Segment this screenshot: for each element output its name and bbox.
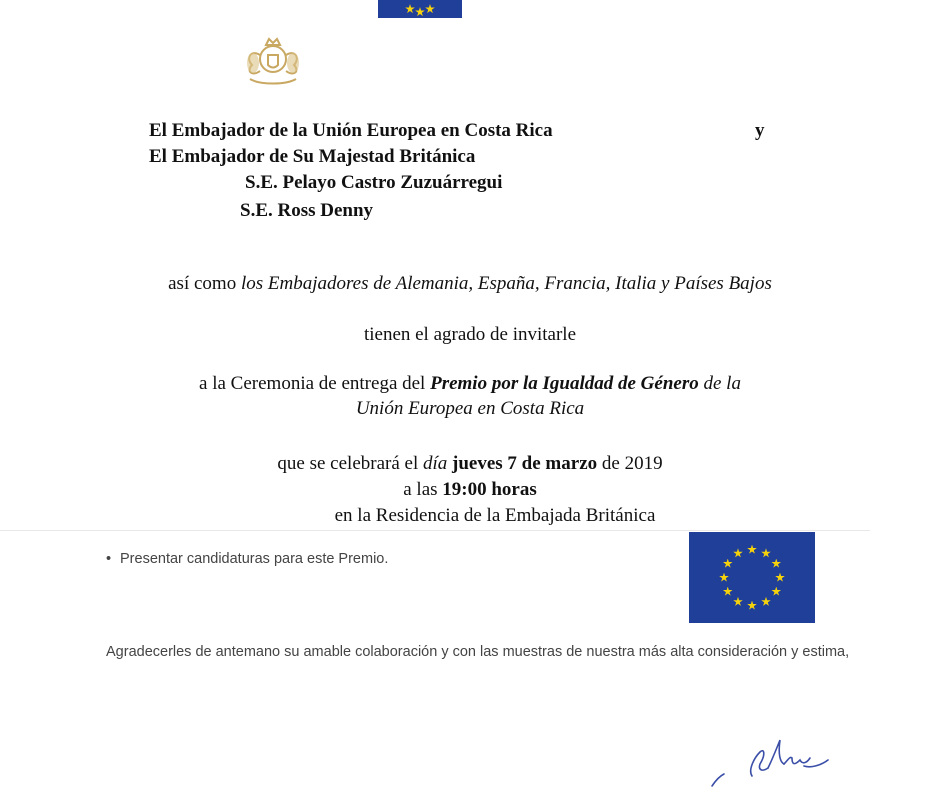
event-date <box>0 452 940 476</box>
ceremony-line-1 <box>0 372 940 396</box>
signature-icon <box>690 730 840 788</box>
royal-coat-of-arms-icon <box>238 25 308 87</box>
time-prefix: a las <box>403 479 443 500</box>
conjunction: y <box>755 120 765 141</box>
eu-star-icon <box>771 559 781 569</box>
event-time <box>0 478 940 502</box>
bullet-text: Presentar candidaturas para este Premio. <box>120 551 389 567</box>
time-value: 19:00 horas <box>442 479 537 500</box>
ceremony-prefix: a la Ceremonia de entrega del <box>199 373 431 394</box>
eu-star-icon <box>761 548 771 558</box>
eu-flag-top <box>378 0 462 18</box>
host-name-eu: S.E. Pelayo Castro Zuzuárregui <box>245 172 503 193</box>
eu-star-icon <box>723 559 733 569</box>
eu-star-icon <box>719 573 729 583</box>
bullet-symbol: • <box>106 551 112 567</box>
date-day-word: día <box>423 453 448 474</box>
section-divider <box>0 530 870 531</box>
date-year: de 2019 <box>597 453 663 474</box>
ambassadors-prefix: así como <box>168 273 241 294</box>
bullet-item <box>106 551 388 567</box>
closing-paragraph: Agradecerles de antemano su amable colaboración y con las muestras de nuestra más alta consideración y estima, <box>106 644 850 660</box>
event-venue: en la Residencia de la Embajada Británica <box>334 505 656 526</box>
award-name: Premio por la Igualdad de Género <box>430 373 699 394</box>
eu-flag-bottom <box>689 532 815 623</box>
eu-star-icon <box>771 587 781 597</box>
host-name-uk: S.E. Ross Denny <box>240 200 374 221</box>
eu-star-icon <box>733 548 743 558</box>
eu-star-icon <box>723 587 733 597</box>
eu-star-icon <box>775 573 785 583</box>
host-uk-ambassador: El Embajador de Su Majestad Británica <box>149 146 476 167</box>
invite-text: tienen el agrado de invitarle <box>363 324 577 345</box>
ambassadors-line <box>0 272 940 296</box>
host-eu-ambassador: El Embajador de la Unión Europea en Costa Rica <box>149 120 553 141</box>
eu-star-icon <box>747 545 757 555</box>
date-value: jueves 7 de marzo <box>452 453 598 474</box>
ceremony-line-2 <box>0 397 940 421</box>
eu-star-icon <box>733 597 743 607</box>
ceremony-suffix: de la <box>698 373 741 394</box>
date-prefix: que se celebrará el <box>277 453 423 474</box>
eu-star-icon <box>761 597 771 607</box>
eu-star-icon <box>747 601 757 611</box>
ambassadors-list: los Embajadores de Alemania, España, Francia, Italia y Países Bajos <box>240 273 772 294</box>
ceremony-organizer: Unión Europea en Costa Rica <box>355 398 585 419</box>
